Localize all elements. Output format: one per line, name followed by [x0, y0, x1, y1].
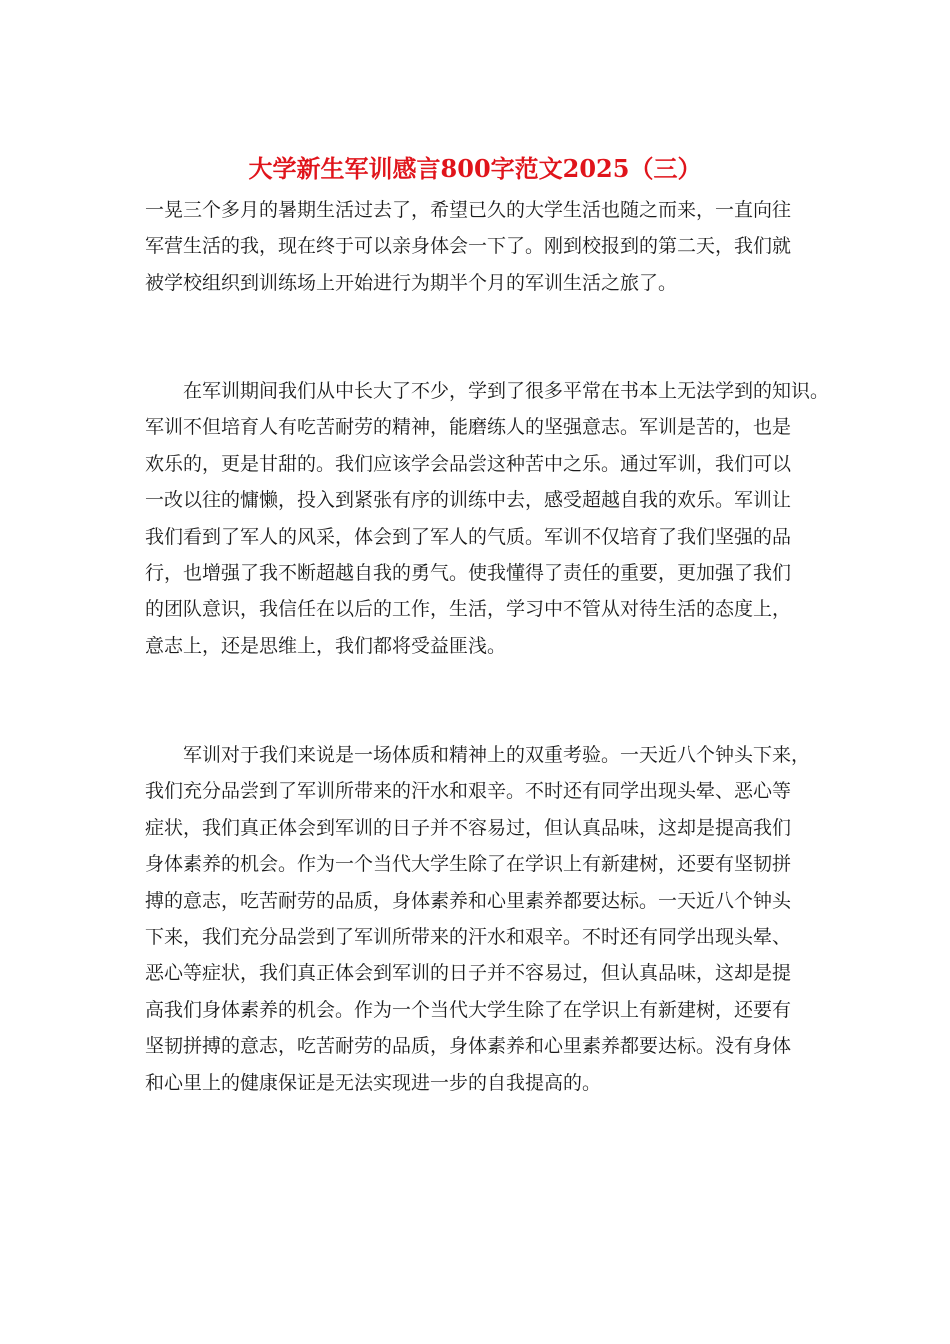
- paragraph-line: 的团队意识，我信任在以后的工作，生活，学习中不管从对待生活的态度上，: [145, 598, 792, 621]
- paragraph-line: 下来，我们充分品尝到了军训所带来的汗水和艰辛。不时还有同学出现头晕、: [145, 925, 792, 948]
- paragraph-line: 意志上，还是思维上，我们都将受益匪浅。: [145, 634, 507, 657]
- paragraph-line: 欢乐的，更是甘甜的。我们应该学会品尝这种苦中之乐。通过军训，我们可以: [145, 452, 792, 475]
- paragraph-line: 行，也增强了我不断超越自我的勇气。使我懂得了责任的重要，更加强了我们: [145, 561, 792, 584]
- paragraph-line: 高我们身体素养的机会。作为一个当代大学生除了在学识上有新建树，还要有: [145, 998, 792, 1021]
- paragraph-line: 军训对于我们来说是一场体质和精神上的双重考验。一天近八个钟头下来，: [145, 744, 811, 766]
- paragraph-line: 恶心等症状，我们真正体会到军训的日子并不容易过，但认真品味，这却是提: [145, 962, 792, 985]
- paragraph-line: 一晃三个多月的暑期生活过去了，希望已久的大学生活也随之而来，一直向往: [145, 199, 792, 221]
- paragraph-line: 在军训期间我们从中长大了不少，学到了很多平常在书本上无法学到的知识。: [145, 380, 830, 402]
- paragraph-line: 和心里上的健康保证是无法实现进一步的自我提高的。: [145, 1071, 602, 1094]
- paragraph-line: 身体素养的机会。作为一个当代大学生除了在学识上有新建树，还要有坚韧拼: [145, 853, 792, 876]
- paragraph-1: [145, 192, 835, 301]
- paragraph-line: 我们充分品尝到了军训所带来的汗水和艰辛。不时还有同学出现头晕、恶心等: [145, 780, 792, 803]
- document-title: 大学新生军训感言800字范文2025（三）: [248, 154, 702, 183]
- paragraph-line: 症状，我们真正体会到军训的日子并不容易过，但认真品味，这却是提高我们: [145, 816, 792, 839]
- paragraph-line: 被学校组织到训练场上开始进行为期半个月的军训生活之旅了。: [145, 271, 678, 294]
- paragraph-line: 搏的意志，吃苦耐劳的品质，身体素养和心里素养都要达标。一天近八个钟头: [145, 889, 792, 912]
- paragraph-line: 一改以往的慵懒，投入到紧张有序的训练中去，感受超越自我的欢乐。军训让: [145, 489, 792, 512]
- paragraph-3: [145, 737, 835, 1101]
- paragraph-line: 坚韧拼搏的意志，吃苦耐劳的品质，身体素养和心里素养都要达标。没有身体: [145, 1035, 792, 1058]
- paragraph-line: 军训不但培育人有吃苦耐劳的精神，能磨练人的坚强意志。军训是苦的，也是: [145, 416, 792, 439]
- paragraph-2: [145, 373, 835, 664]
- paragraph-line: 我们看到了军人的风采，体会到了军人的气质。军训不仅培育了我们坚强的品: [145, 525, 792, 548]
- paragraph-line: 军营生活的我，现在终于可以亲身体会一下了。刚到校报到的第二天，我们就: [145, 235, 792, 258]
